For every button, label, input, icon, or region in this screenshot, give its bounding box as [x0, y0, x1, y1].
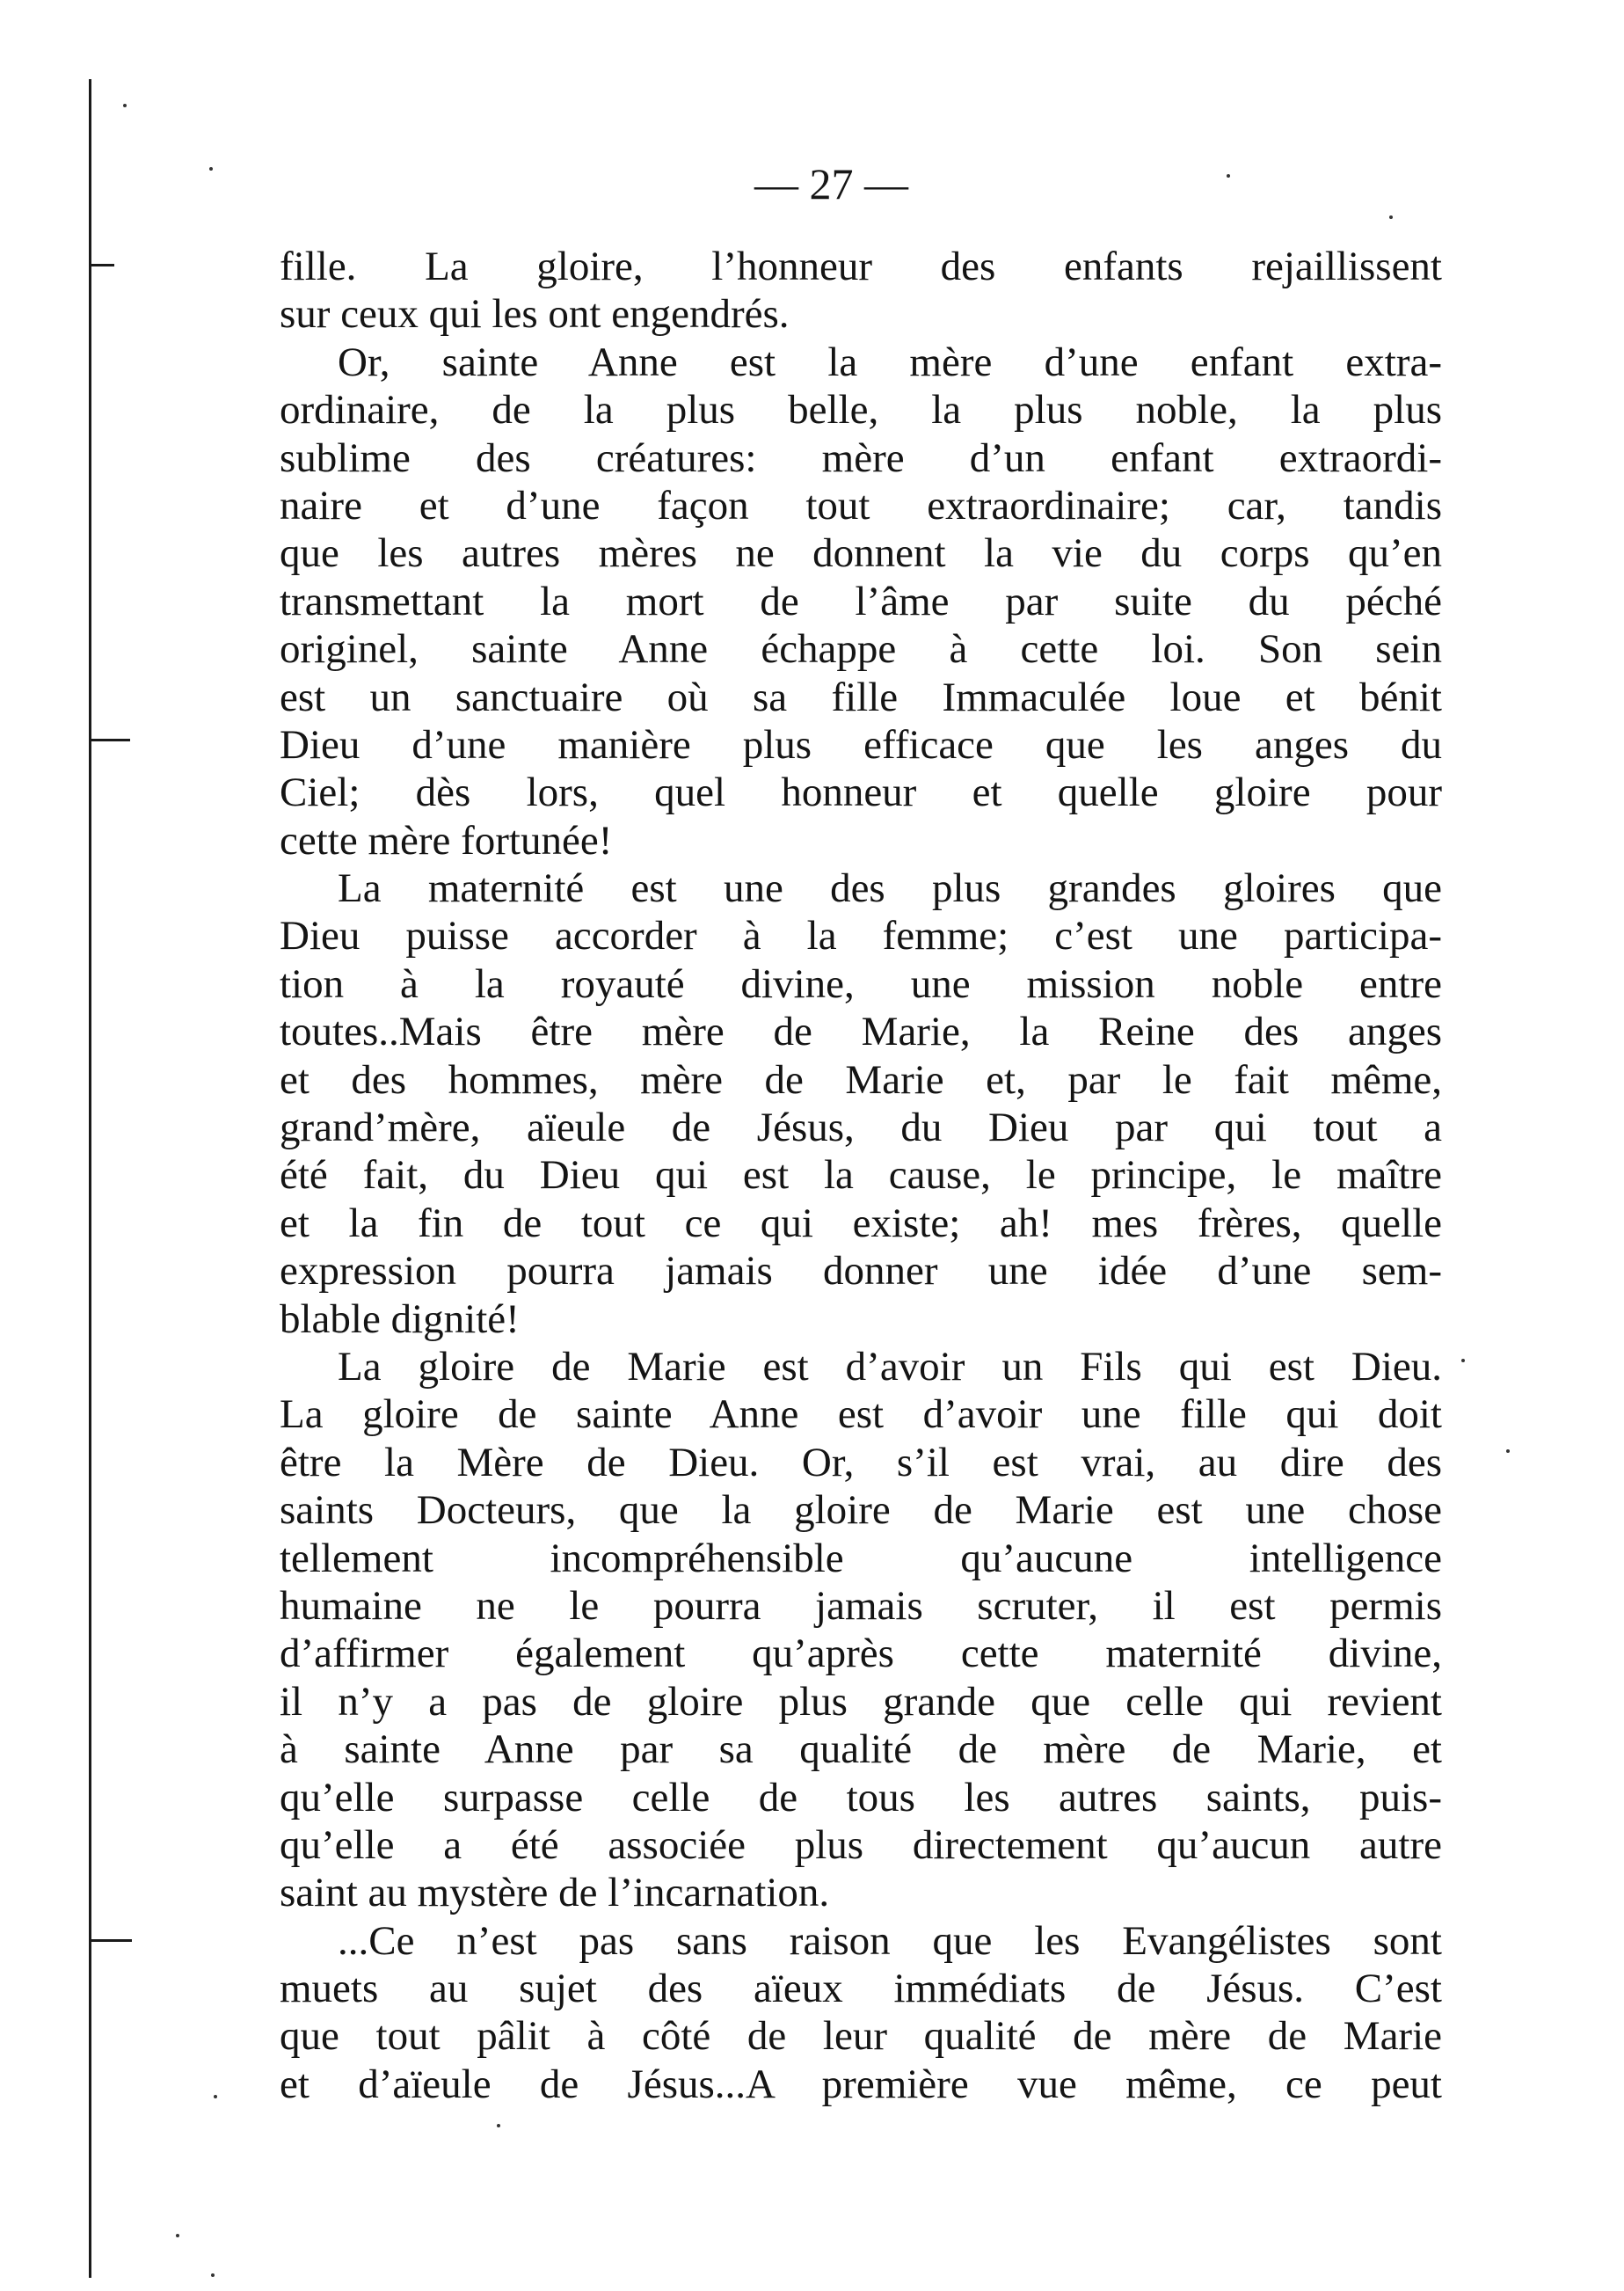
- text-line: à sainte Anne par sa qualité de mère de Marie, et: [280, 1726, 1442, 1773]
- text-line: cette mère fortunée!: [280, 817, 613, 864]
- margin-tick-mark: [91, 1939, 132, 1942]
- text-line: saints Docteurs, que la gloire de Marie est une chose: [280, 1487, 1442, 1534]
- text-line: La gloire de sainte Anne est d’avoir une fille qui doit: [280, 1391, 1442, 1438]
- text-line: Dieu d’une manière plus efficace que les anges du: [280, 721, 1442, 768]
- text-line: originel, sainte Anne échappe à cette loi. Son sein: [280, 626, 1442, 673]
- text-line: qu’elle surpasse celle de tous les autres saints, puis-: [280, 1774, 1442, 1820]
- text-line: sur ceux qui les ont engendrés.: [280, 291, 790, 338]
- text-line: naire et d’une façon tout extraordinaire; car, tandis: [280, 482, 1442, 529]
- scan-speck: [1461, 1359, 1465, 1362]
- text-line: d’affirmer également qu’après cette maternité divine,: [280, 1631, 1442, 1677]
- text-line: sublime des créatures: mère d’un enfant extraordi-: [280, 434, 1442, 481]
- text-line: La gloire de Marie est d’avoir un Fils qui est Dieu.: [338, 1343, 1442, 1390]
- text-line: muets au sujet des aïeux immédiats de Jésus. C’est: [280, 1966, 1442, 2012]
- margin-tick-mark: [91, 739, 130, 741]
- text-line: être la Mère de Dieu. Or, s’il est vrai, au dire des: [280, 1439, 1442, 1485]
- text-line: est un sanctuaire où sa fille Immaculée loue et bénit: [280, 674, 1442, 720]
- text-line: et la fin de tout ce qui existe; ah! mes frères, quelle: [280, 1200, 1442, 1246]
- text-line: tellement incompréhensible qu’aucune intelligence: [280, 1535, 1442, 1581]
- text-line: blable dignité!: [280, 1295, 520, 1342]
- text-line: été fait, du Dieu qui est la cause, le principe, le maître: [280, 1152, 1442, 1199]
- scan-speck: [1389, 215, 1393, 219]
- text-line: saint au mystère de l’incarnation.: [280, 1870, 830, 1916]
- body-text: [280, 243, 1442, 2108]
- text-line: Or, sainte Anne est la mère d’une enfant extra-: [338, 339, 1442, 385]
- text-line: grand’mère, aïeule de Jésus, du Dieu par qui tout a: [280, 1105, 1442, 1151]
- scan-speck: [214, 2095, 217, 2098]
- text-line: ...Ce n’est pas sans raison que les Evangélistes sont: [338, 1917, 1442, 1964]
- text-line: il n’y a pas de gloire plus grande que celle qui revient: [280, 1678, 1442, 1725]
- text-line: transmettant la mort de l’âme par suite du péché: [280, 578, 1442, 624]
- text-line: toutes..Mais être mère de Marie, la Reine des anges: [280, 1009, 1442, 1055]
- text-line: Ciel; dès lors, quel honneur et quelle gloire pour: [280, 770, 1442, 816]
- text-line: La maternité est une des plus grandes gloires que: [338, 865, 1442, 912]
- scan-speck: [176, 2234, 179, 2237]
- page-number: — 27 —: [754, 159, 908, 208]
- scan-speck: [1506, 1449, 1510, 1453]
- text-line: qu’elle a été associée plus directement qu’aucun autre: [280, 1821, 1442, 1868]
- text-line: expression pourra jamais donner une idée d’une sem-: [280, 1248, 1442, 1295]
- text-line: fille. La gloire, l’honneur des enfants rejaillissent: [280, 244, 1442, 289]
- text-line: humaine ne le pourra jamais scruter, il est permis: [280, 1582, 1442, 1629]
- text-line: que tout pâlit à côté de leur qualité de mère de Marie: [280, 2013, 1442, 2060]
- text-line: Dieu puisse accorder à la femme; c’est une participa-: [280, 913, 1442, 959]
- text-line: ordinaire, de la plus belle, la plus noble, la plus: [280, 387, 1442, 434]
- text-line: et d’aïeule de Jésus...A première vue même, ce peut: [280, 2061, 1442, 2107]
- text-line: tion à la royauté divine, une mission noble entre: [280, 960, 1442, 1007]
- scan-speck: [211, 2273, 215, 2277]
- left-margin-rule: [89, 79, 91, 2278]
- text-line: et des hommes, mère de Marie et, par le fait même,: [280, 1056, 1442, 1103]
- margin-tick-mark: [91, 264, 114, 266]
- scan-speck: [497, 2124, 500, 2127]
- text-line: que les autres mères ne donnent la vie du corps qu’en: [280, 530, 1442, 577]
- scan-speck: [123, 104, 127, 107]
